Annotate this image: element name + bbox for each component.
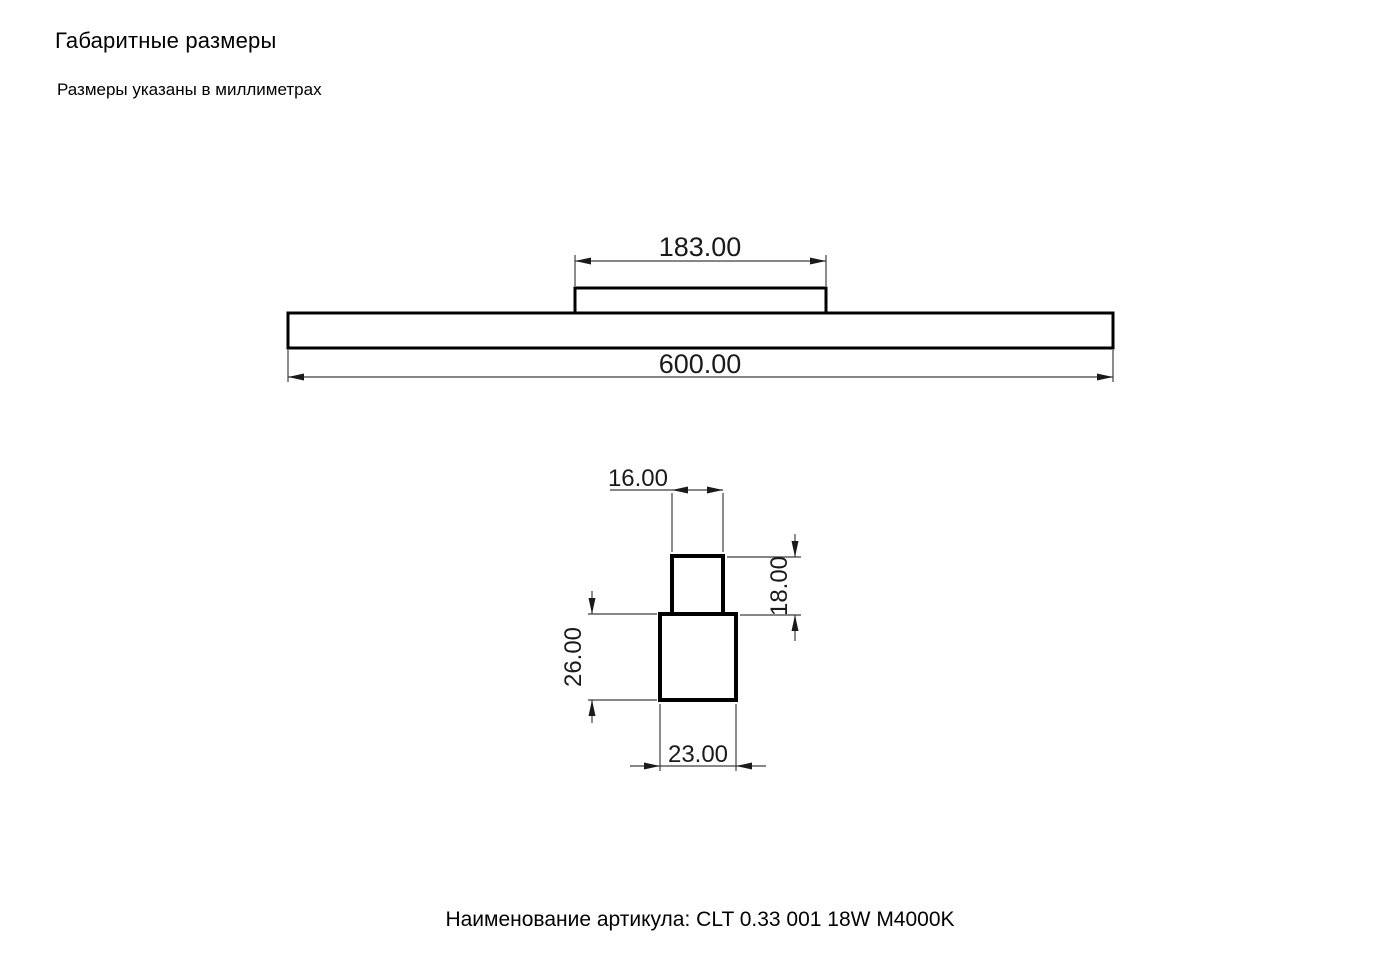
- dim-26: [560, 591, 657, 723]
- section-base-rect: [660, 614, 736, 700]
- units-note: Размеры указаны в миллиметрах: [57, 80, 322, 99]
- dim-183: [575, 232, 826, 286]
- front-view-mount-plate-rect: [575, 288, 826, 313]
- dim-label-base-height: 26.00: [560, 626, 587, 688]
- dim-label-stem-width: 16.00: [607, 465, 668, 492]
- dim-18: [727, 534, 801, 641]
- section-view: [560, 465, 801, 771]
- section-stem-rect: [672, 556, 723, 614]
- dim-600: [288, 349, 1113, 382]
- article-name-label: Наименование артикула: CLT 0.33 001 18W M4000K: [445, 908, 955, 931]
- dim-label-mount-plate-width: 183.00: [658, 232, 742, 262]
- front-view: [288, 232, 1113, 382]
- page-title: Габаритные размеры: [55, 28, 277, 53]
- dim-label-total-width: 600.00: [658, 349, 742, 379]
- dim-label-stem-height: 18.00: [766, 555, 793, 617]
- dim-23: [630, 704, 766, 771]
- dim-16: [608, 465, 723, 552]
- front-view-housing-rect: [288, 313, 1113, 348]
- dim-label-base-width: 23.00: [667, 741, 729, 768]
